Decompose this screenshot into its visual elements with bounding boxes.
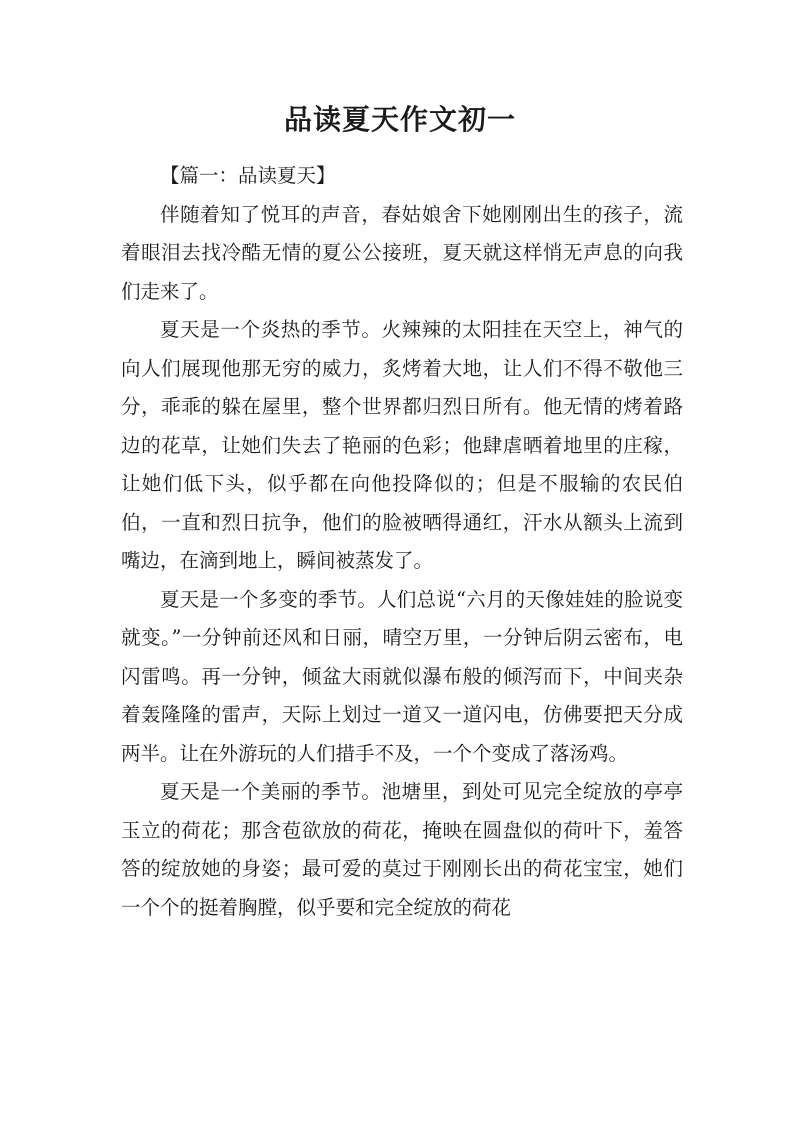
paragraph-4: 夏天是一个美丽的季节。池塘里，到处可见完全绽放的亭亭玉立的荷花；那含苞欲放的荷花，掩映在圆盘似的荷叶下，羞答答的绽放她的身姿；最可爱的莫过于刚刚长出的荷花宝宝，她们一个个的挺着胸膛，似乎要和完全绽放的荷花	[121, 780, 683, 919]
document-body	[121, 157, 683, 927]
paragraph-3: 夏天是一个多变的季节。人们总说“六月的天像娃娃的脸说变就变。”一分钟前还风和日丽，晴空万里，一分钟后阴云密布，电闪雷鸣。再一分钟，倾盆大雨就似瀑布般的倾泻而下，中间夹杂着轰隆隆的雷声，天际上划过一道又一道闪电，仿佛要把天分成两半。让在外游玩的人们措手不及，一个个变成了落汤鸡。	[121, 587, 683, 765]
paragraph-1: 伴随着知了悦耳的声音，春姑娘舍下她刚刚出生的孩子，流着眼泪去找冷酷无情的夏公公接班，夏天就这样悄无声息的向我们走来了。	[121, 202, 683, 303]
paragraph-2: 夏天是一个炎热的季节。火辣辣的太阳挂在天空上，神气的向人们展现他那无穷的威力，炙烤着大地，让人们不得不敬他三分，乖乖的躲在屋里，整个世界都归烈日所有。他无情的烤着路边的花草，让她们失去了艳丽的色彩；他肆虐晒着地里的庄稼，让她们低下头，似乎都在向他投降似的；但是不服输的农民伯伯，一直和烈日抗争，他们的脸被晒得通红，汗水从额头上流到嘴边，在滴到地上，瞬间被蒸发了。	[121, 318, 683, 572]
section-heading: 【篇一：品读夏天】	[160, 164, 336, 187]
document-title: 品读夏天作文初一	[283, 103, 516, 136]
